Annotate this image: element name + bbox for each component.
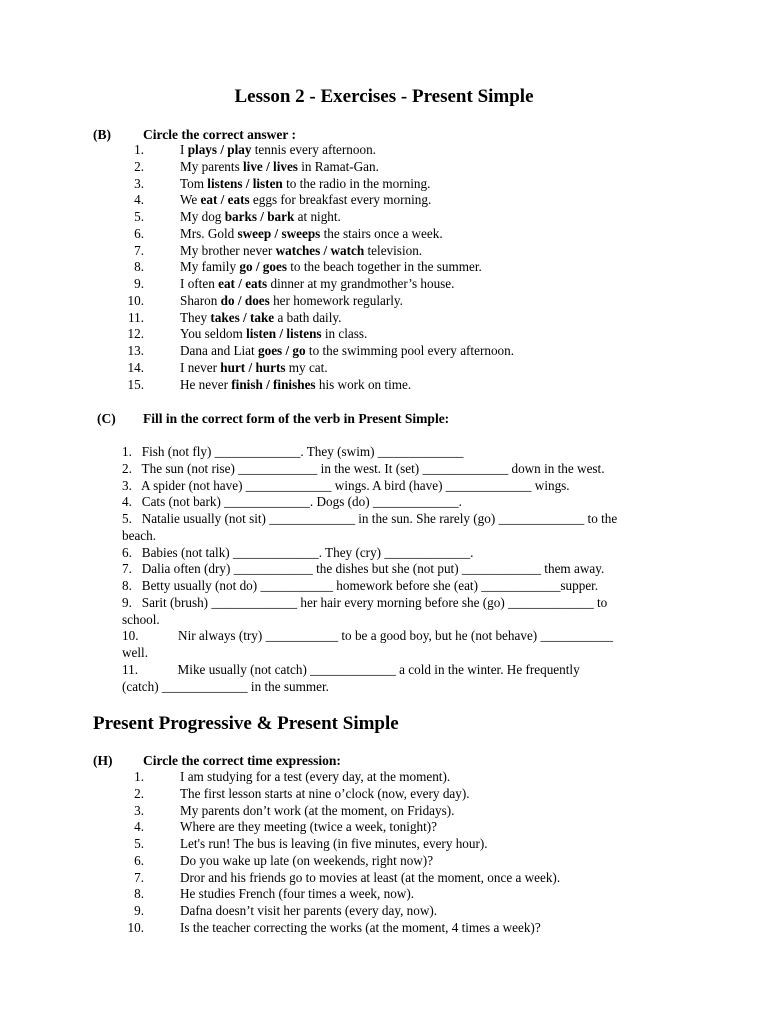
section-b-item: [93, 276, 693, 293]
section-h-item: [93, 819, 693, 836]
item-line[interactable]: 5. Natalie usually (not sit) _____________ in the sun. She rarely (go) _____________ to the: [122, 511, 618, 526]
section-h-item: [93, 836, 693, 853]
section-h-heading: Circle the correct time expression:: [143, 753, 341, 768]
item-number: 4.: [134, 192, 144, 208]
section-b-item: [93, 192, 693, 209]
section-c-item: [122, 628, 692, 662]
answer-choices[interactable]: watches / watch: [275, 242, 365, 258]
section-h-letter: (H): [93, 753, 113, 768]
item-sentence: [180, 343, 514, 360]
section-h-list: [93, 769, 693, 937]
item-line[interactable]: 6. Babies (not talk) _____________. They (cry) _____________.: [122, 544, 474, 560]
section-c-item: [122, 545, 692, 562]
sentence-start: He never: [180, 376, 232, 392]
section-b-item: [93, 176, 693, 193]
section-c-item: [122, 511, 692, 545]
item-sentence: [180, 293, 403, 310]
section-c-item: [122, 461, 692, 478]
sentence-end: television.: [364, 242, 423, 258]
answer-choices[interactable]: sweep / sweeps: [237, 225, 321, 241]
item-line[interactable]: 1. Fish (not fly) _____________. They (swim) _____________: [122, 444, 464, 459]
sentence-end: to the swimming pool every afternoon.: [305, 343, 515, 358]
item-sentence: [180, 326, 367, 343]
item-number: 10.: [127, 292, 144, 308]
time-expression-sentence[interactable]: Do you wake up late (on weekends, right now)?: [180, 852, 434, 868]
item-number: 5.: [134, 836, 144, 851]
sentence-start: Tom: [180, 175, 208, 191]
item-number: 1.: [134, 769, 144, 784]
section-b-item: [93, 293, 693, 310]
item-sentence: [180, 259, 482, 276]
sentence-end: dinner at my grandmother’s house.: [267, 276, 455, 291]
time-expression-sentence[interactable]: Let's run! The bus is leaving (in five minutes, every hour).: [180, 836, 488, 851]
item-number: 3.: [134, 175, 144, 191]
answer-choices[interactable]: listen / listens: [246, 326, 322, 342]
section-c-item: [122, 561, 692, 578]
sentence-start: My parents: [180, 158, 243, 174]
item-number: 10.: [127, 919, 144, 935]
section-b-letter: (B): [93, 127, 111, 142]
section-b-item: [93, 142, 693, 159]
section-heading-present-progressive: Present Progressive & Present Simple: [93, 713, 399, 734]
item-sentence: [180, 176, 430, 193]
section-c-letter: (C): [97, 411, 116, 426]
section-b-item: [93, 226, 693, 243]
section-h-item: [93, 786, 693, 803]
section-b-list: [93, 142, 693, 393]
section-c-item: [122, 494, 692, 511]
section-b-item: [93, 360, 693, 377]
section-c-item: [122, 478, 692, 495]
item-number: 1.: [134, 142, 144, 157]
sentence-start: I often: [180, 276, 219, 291]
section-c-item: [122, 595, 692, 629]
item-number: 2.: [134, 785, 144, 801]
answer-choices[interactable]: hurt / hurts: [220, 359, 286, 375]
item-line-continued[interactable]: school.: [122, 611, 160, 627]
item-sentence: [180, 377, 411, 394]
time-expression-sentence[interactable]: Where are they meeting (twice a week, tonight)?: [180, 819, 438, 835]
page-title: Lesson 2 - Exercises - Present Simple: [234, 86, 534, 107]
sentence-end: in Ramat-Gan.: [297, 158, 379, 174]
item-sentence: [180, 226, 443, 243]
sentence-start: You seldom: [180, 326, 247, 342]
section-b-item: [93, 326, 693, 343]
item-sentence: [180, 159, 379, 176]
sentence-start: We: [180, 192, 201, 208]
item-number: 15.: [127, 376, 144, 392]
answer-choices[interactable]: listens / listen: [207, 175, 283, 191]
item-number: 7.: [134, 242, 144, 258]
sentence-end: his work on time.: [315, 376, 412, 392]
time-expression-sentence[interactable]: Dafna doesn’t visit her parents (every day, now).: [180, 903, 438, 918]
item-number: 14.: [127, 359, 144, 375]
answer-choices[interactable]: eat / eats: [200, 192, 250, 208]
sentence-start: Dana and Liat: [180, 343, 258, 358]
section-b-item: [93, 243, 693, 260]
sentence-end: in class.: [321, 326, 368, 342]
section-h-item: [93, 803, 693, 820]
item-line-continued[interactable]: well.: [122, 645, 149, 660]
answer-choices[interactable]: barks / bark: [224, 209, 295, 224]
section-c-item: [122, 444, 692, 461]
section-b-item: [93, 343, 693, 360]
sentence-start: They: [180, 309, 211, 325]
sentence-end: my cat.: [285, 359, 328, 375]
item-line-continued[interactable]: beach.: [122, 527, 157, 543]
sentence-start: My brother never: [180, 242, 276, 258]
section-h-item: [93, 853, 693, 870]
item-line[interactable]: 11. Mike usually (not catch) _____________ a cold in the winter. He frequently: [122, 661, 580, 677]
section-h-item: [93, 920, 693, 937]
sentence-end: the stairs once a week.: [320, 225, 443, 241]
item-number: 3.: [134, 802, 144, 818]
item-number: 9.: [134, 276, 144, 291]
sentence-start: I: [180, 142, 188, 157]
section-h-item: [93, 886, 693, 903]
sentence-end: eggs for breakfast every morning.: [249, 192, 432, 208]
section-c-item: [122, 578, 692, 595]
sentence-start: My dog: [180, 209, 225, 224]
sentence-start: I never: [180, 359, 221, 375]
time-expression-sentence[interactable]: I am studying for a test (every day, at the moment).: [180, 769, 451, 784]
time-expression-sentence[interactable]: Is the teacher correcting the works (at the moment, 4 times a week)?: [180, 919, 541, 935]
item-number: 8.: [134, 259, 144, 275]
item-number: 7.: [134, 869, 144, 885]
time-expression-sentence[interactable]: Dror and his friends go to movies at least (at the moment, once a week).: [180, 869, 561, 885]
sentence-end: to the beach together in the summer.: [286, 259, 482, 275]
item-number: 2.: [134, 158, 144, 174]
section-h-item: [93, 903, 693, 920]
section-b-item: [93, 377, 693, 394]
item-line[interactable]: 7. Dalia often (dry) ____________ the dishes but she (not put) ____________ them away.: [122, 561, 605, 577]
item-number: 6.: [134, 225, 144, 241]
item-line[interactable]: 10. Nir always (try) ___________ to be a good boy, but he (not behave) ___________: [122, 628, 614, 644]
answer-choices[interactable]: do / does: [220, 292, 270, 308]
item-number: 4.: [134, 819, 144, 835]
item-number: 5.: [134, 209, 144, 224]
item-sentence: [180, 142, 376, 159]
item-line[interactable]: 9. Sarit (brush) _____________ her hair every morning before she (go) _____________ to: [122, 594, 608, 610]
answer-choices[interactable]: takes / take: [210, 309, 275, 325]
item-number: 6.: [134, 852, 144, 868]
item-sentence: [180, 209, 341, 226]
section-c-heading: Fill in the correct form of the verb in Present Simple:: [143, 411, 450, 426]
answer-choices[interactable]: goes / go: [258, 343, 306, 358]
section-b-item: [93, 259, 693, 276]
answer-choices[interactable]: eat / eats: [218, 276, 268, 291]
item-line[interactable]: 4. Cats (not bark) _____________. Dogs (do) _____________.: [122, 494, 462, 510]
section-b-item: [93, 159, 693, 176]
section-c-list: [122, 444, 692, 695]
item-line[interactable]: 8. Betty usually (not do) ___________ homework before she (eat) ____________supper.: [122, 578, 599, 593]
item-line[interactable]: 2. The sun (not rise) ____________ in the west. It (set) _____________ down in the west.: [122, 460, 605, 476]
item-sentence: [180, 310, 341, 327]
item-sentence: [180, 360, 328, 377]
time-expression-sentence[interactable]: The first lesson starts at nine o’clock (now, every day).: [180, 785, 470, 801]
answer-choices[interactable]: go / goes: [239, 259, 287, 275]
item-number: 12.: [127, 326, 144, 342]
sentence-start: Mrs. Gold: [180, 225, 238, 241]
item-number: 11.: [128, 309, 144, 325]
item-number: 13.: [127, 343, 144, 358]
item-sentence: [180, 192, 431, 209]
section-b-item: [93, 209, 693, 226]
item-line[interactable]: 3. A spider (not have) _____________ wings. A bird (have) _____________ wings.: [122, 477, 570, 493]
sentence-end: tennis every afternoon.: [251, 142, 376, 157]
sentence-end: at night.: [294, 209, 341, 224]
section-h-item: [93, 769, 693, 786]
answer-choices[interactable]: live / lives: [243, 158, 298, 174]
item-number: 9.: [134, 903, 144, 918]
answer-choices[interactable]: plays / play: [187, 142, 252, 157]
sentence-end: to the radio in the morning.: [282, 175, 431, 191]
sentence-start: Sharon: [180, 292, 221, 308]
sentence-end: her homework regularly.: [269, 292, 403, 308]
section-c-item: [122, 662, 692, 696]
item-number: 8.: [134, 886, 144, 902]
section-b-heading: Circle the correct answer :: [143, 127, 296, 142]
time-expression-sentence[interactable]: My parents don’t work (at the moment, on Fridays).: [180, 802, 455, 818]
item-sentence: [180, 276, 454, 293]
sentence-end: a bath daily.: [274, 309, 342, 325]
sentence-start: My family: [180, 259, 240, 275]
answer-choices[interactable]: finish / finishes: [231, 376, 316, 392]
section-b-item: [93, 310, 693, 327]
time-expression-sentence[interactable]: He studies French (four times a week, now).: [180, 886, 415, 902]
item-line-continued[interactable]: (catch) _____________ in the summer.: [122, 678, 329, 694]
item-sentence: [180, 243, 422, 260]
section-h-item: [93, 870, 693, 887]
